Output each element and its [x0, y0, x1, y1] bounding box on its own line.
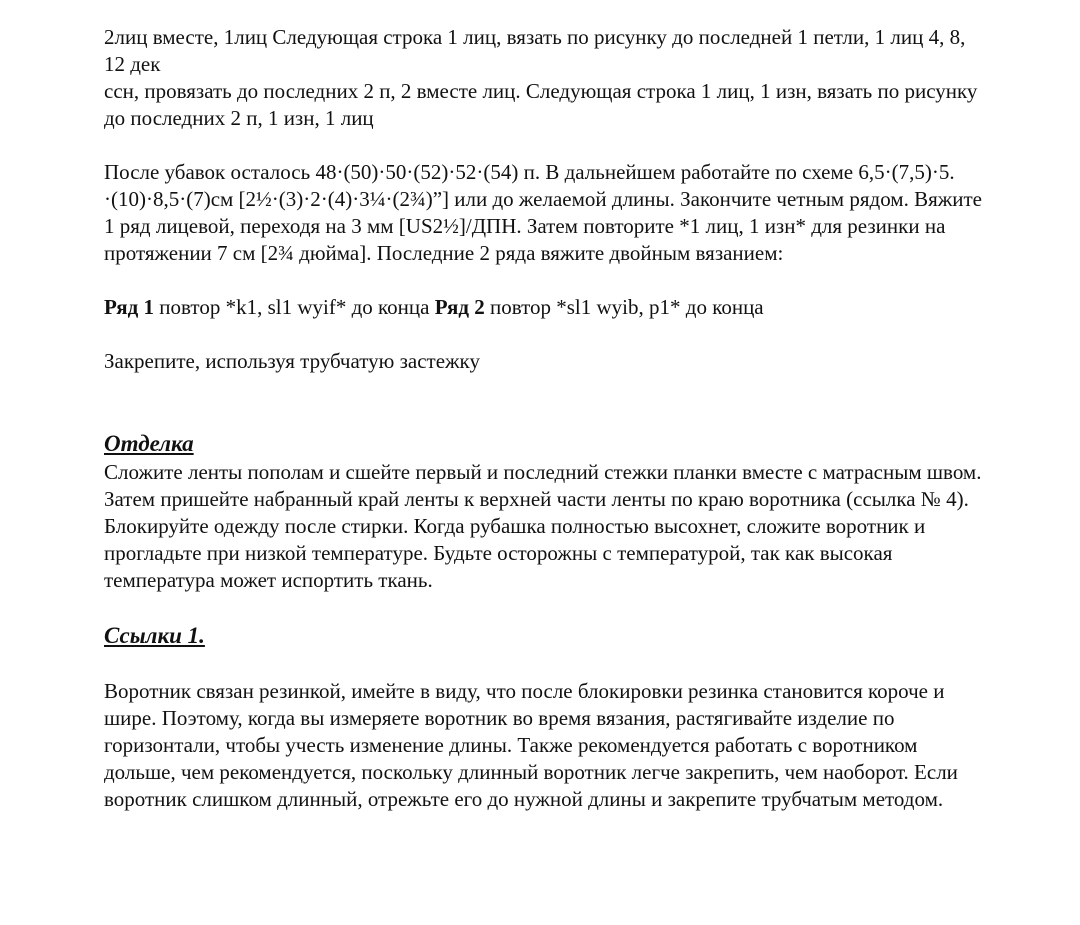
spacer — [104, 651, 984, 678]
spacer — [104, 594, 984, 621]
finishing-heading: Отделка — [104, 431, 194, 456]
row-1-text: повтор *k1, sl1 wyif* до конца — [154, 295, 435, 319]
row-2-text: повтор *sl1 wyib, p1* до конца — [484, 295, 764, 319]
intro-line-2: ссн, провязать до последних 2 п, 2 вместе лиц. Следующая строка 1 лиц, 1 изн, вязать по рисунку до последних 2 п, 1 изн, 1 лиц — [104, 79, 978, 130]
spacer — [104, 321, 984, 348]
fasten-paragraph: Закрепите, используя трубчатую застежку — [104, 349, 480, 373]
finishing-paragraph-1: Сложите ленты пополам и сшейте первый и последний стежки планки вместе с матрасным швом. Затем пришейте набранный край ленты к верхней части ленты по краю воротника (ссылка № 4). — [104, 460, 982, 511]
row-2-label: Ряд 2 — [434, 295, 485, 319]
intro-line-1: 2лиц вместе, 1лиц Следующая строка 1 лиц, вязать по рисунку до последней 1 петли, 1 лиц 4, 8, 12 дек — [104, 25, 966, 76]
document-page — [104, 24, 984, 813]
spacer — [104, 375, 984, 429]
rows-paragraph — [104, 294, 984, 321]
spacer — [104, 132, 984, 159]
after-decrease-paragraph: После убавок осталось 48·(50)·50·(52)·52·(54) п. В дальнейшем работайте по схеме 6,5·(7,5)·5. ·(10)·8,5·(7)см [2½·(3)·2·(4)·3¼·(2¾)”] или до желаемой длины. Закончите четным рядом. Вяжите 1 ряд лицевой, переходя на 3 мм [US2½]/ДПН. Затем повторите *1 лиц, 1 изн* для резинки на протяжении 7 см [2¾ дюйма]. Последние 2 ряда вяжите двойным вязанием: — [104, 160, 982, 265]
spacer — [104, 267, 984, 294]
references-paragraph: Воротник связан резинкой, имейте в виду, что после блокировки резинка становится короче и шире. Поэтому, когда вы измеряете воротник во время вязания, растягивайте изделие по горизонтали, чтобы учесть изменение длины. Также рекомендуется работать с воротником дольше, чем рекомендуется, поскольку длинный воротник легче закрепить, чем наоборот. Если воротник слишком длинный, отрежьте его до нужной длины и закрепите трубчатым методом. — [104, 679, 958, 811]
references-heading: Ссылки 1. — [104, 623, 205, 648]
row-1-label: Ряд 1 — [104, 295, 155, 319]
finishing-paragraph-2: Блокируйте одежду после стирки. Когда рубашка полностью высохнет, сложите воротник и прогладьте при низкой температуре. Будьте осторожны с температурой, так как высокая температура может испортить ткань. — [104, 514, 926, 592]
